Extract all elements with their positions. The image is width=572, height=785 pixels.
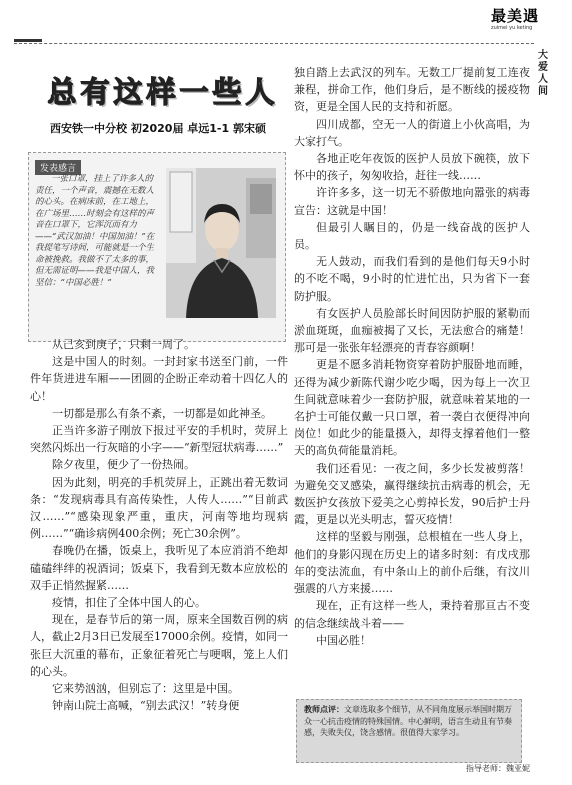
excerpt-text: 一张口罩，挂上了许多人的责任，一个声音，震撼在无数人的心头。在病床前，在工地上，在广场里……时刻会有这样的声音在口罩下，它浑沉而有力——“武汉加油！中国加油！”在我提笔写诗间，可能就是一个生命被挽救。我做不了太多的事，但无需证明——我是中国人，我坚信：“中国必胜！” bbox=[35, 174, 155, 288]
paragraph: 四川成都，空无一人的街道上小伙高唱，为大家打气。 bbox=[294, 117, 530, 148]
paragraph: 无人鼓动，而我们看到的是他们每天9小时的不吃不喝，9小时的忙进忙出，只为省下一套防护服。 bbox=[294, 255, 530, 303]
author-byline: 西安铁一中分校 初2020届 卓远1-1 郭宋硕 bbox=[50, 122, 266, 135]
paragraph: 现在，正有这样一些人，秉持着那亘古不变的信念继续战斗着—— bbox=[294, 599, 530, 630]
author-portrait-image bbox=[166, 168, 276, 318]
paragraph-continued: 独自踏上去武汉的列车。无数工厂提前复工连夜兼程，拼命工作，他们身后，是不断线的援疫物资，更是全国人民的支持和祈愿。 bbox=[294, 66, 530, 114]
paragraph: 从己亥到庚子，只剩一周了。 bbox=[52, 338, 195, 351]
magazine-logo-subtitle: zuimei yu keting bbox=[491, 25, 533, 31]
paragraph: 更是不愿多消耗物资穿着防护服卧地而睡，还得为减少新陈代谢少吃少喝，因为每上一次卫生间就意味着少一套防护服，就意味着某地的一名护士可能仅戴一只口罩，着一袭白衣便得冲向岗位！如此少的能量摄入，却得支撑着他们一整天的高负荷能量消耗。 bbox=[294, 358, 530, 458]
header-accent-bar bbox=[14, 39, 42, 42]
teacher-comment bbox=[304, 704, 514, 739]
paragraph: 但最引人瞩目的，仍是一线奋战的医护人员。 bbox=[294, 220, 530, 252]
paragraph: 正当许多游子刚放下报过平安的手机时，荧屏上突然闪烁出一行灰暗的小字——“新型冠状病毒……” bbox=[30, 424, 288, 455]
paragraph: 中国必胜！ bbox=[316, 633, 371, 647]
paragraph: 疫情，扣住了全体中国人的心。 bbox=[52, 596, 206, 610]
teacher-signature: 指导老师：魏亚妮 bbox=[466, 764, 530, 773]
paragraph: 这样的坚毅与刚强，总根植在一些人身上，他们的身影闪现在历史上的诸多时刻：有戊戌那年的变法流血，有中条山上的前仆后继，有汶川强震的八方来援…… bbox=[294, 530, 530, 596]
paragraph: 它来势汹汹，但别忘了：这里是中国。 bbox=[52, 682, 239, 696]
section-vertical-label: 大爱人间 bbox=[538, 50, 548, 97]
body-column-right bbox=[294, 64, 530, 649]
paragraph: 现在，是春节后的第一周，原来全国数百例的病人，截止2月3日已发展至17000余例。疫情，如同一张巨大沉重的幕布，正象征着死亡与哽咽，笼上人们的心头。 bbox=[30, 613, 288, 678]
paragraph: 春晚仍在播，饭桌上，我听见了本应消消不绝却磕磕绊绊的祝酒词；饭桌下，我看到无数本应放松的双手正悄然握紧…… bbox=[30, 544, 288, 592]
excerpt-tag: 发表感言 bbox=[35, 160, 81, 175]
article-title: 总有这样一些人 bbox=[47, 75, 279, 109]
magazine-logo: 最美遇 bbox=[491, 7, 540, 25]
author-photo bbox=[166, 168, 276, 318]
paragraph: 因为此刻，明亮的手机荧屏上，正跳出着无数词条：“发现病毒具有高传染性，人传人……”“目前武汉……”“感染现象严重，重庆，河南等地均现病例……”“确诊病例400余例；死亡30余例”。 bbox=[30, 475, 288, 541]
paragraph: 有女医护人员脸部长时间因防护服的紧勒而淤血斑斑，血痂被揭了又长，无法愈合的痛楚！那可是一张张年轻漂亮的青春容颜啊！ bbox=[294, 306, 530, 355]
teacher-comment-text: 文章选取多个细节，从不同角度展示举国时期万众一心抗击疫情的特殊国情。中心鲜明，语言生动且有节奏感，失败失仪，饶含感情。很值得大家学习。 bbox=[304, 705, 512, 737]
paragraph: 钟南山院士高喊，“别去武汉！”转身便 bbox=[52, 699, 240, 713]
paragraph: 这是中国人的时刻。一封封家书送至门前，一件件年货进进车厢——团圆的企盼正牵动着十四亿人的心！ bbox=[30, 355, 288, 403]
paragraph: 各地正吃年夜饭的医护人员放下碗筷，放下怀中的孩子，匆匆收拾，赶往一线…… bbox=[294, 152, 530, 183]
paragraph: 除夕夜里，便少了一份热闹。 bbox=[52, 458, 195, 472]
paragraph: 一切都是那么有条不紊，一切都是如此神圣。 bbox=[52, 406, 272, 420]
paragraph: 我们还看见：一夜之间，多少长发被剪落！为避免交叉感染，赢得继续抗击病毒的机会，无数医护女孩放下爱美之心剪掉长发，90后护士丹霞，更是以光头明志，誓灭疫情！ bbox=[294, 461, 530, 527]
body-column-left bbox=[30, 336, 288, 714]
teacher-comment-label: 教师点评： bbox=[304, 705, 344, 714]
paragraph: 许许多多，这一切无不骄傲地向嚣张的病毒宣告：这就是中国！ bbox=[294, 186, 530, 217]
header-divider bbox=[14, 43, 534, 44]
